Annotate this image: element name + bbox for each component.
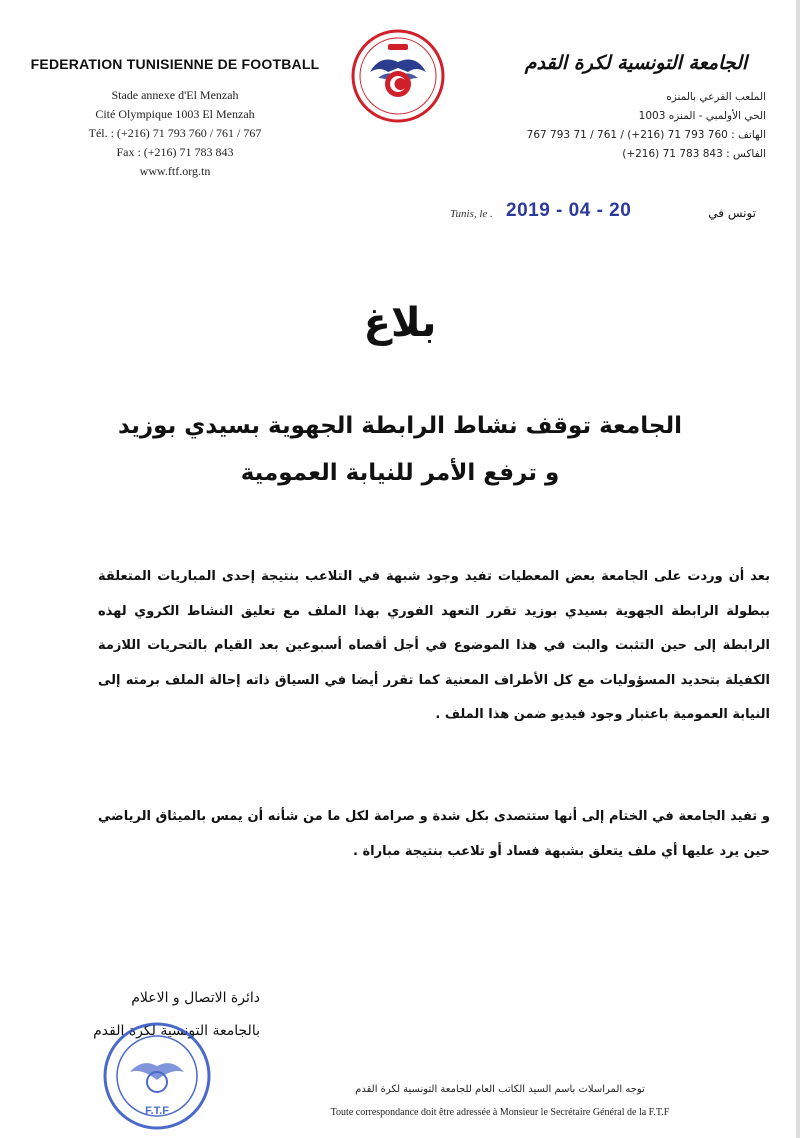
phone-line-ar: الهاتف : 760 793 71 (216+) / 761 / 71 793 767 (526, 129, 766, 141)
federation-name-fr: FEDERATION TUNISIENNE DE FOOTBALL (30, 56, 320, 72)
address-line-1: Stade annexe d'El Menzah (111, 88, 239, 102)
headline-line-1: الجامعة توقف نشاط الرابطة الجهوية بسيدي بوزيد (117, 413, 683, 439)
address-line-2: Cité Olympique 1003 El Menzah (95, 107, 255, 121)
website-line: www.ftf.org.tn (139, 164, 211, 178)
body-paragraph-2: و تفيد الجامعة في الختام إلى أنها ستتصدى بكل شدة و صرامة لكل ما من شأنه أن يمس بالميثاق الرياضي حين يرد عليها أي ملف يتعلق بشبهة فساد أو تلاعب بنتيجة مباراة . (98, 809, 770, 859)
date-line (436, 200, 756, 230)
address-line-ar-2: الحي الأولمبي - المنزه 1003 (638, 110, 766, 122)
footer-french: Toute correspondance doit être adressée à Monsieur le Secrétaire Général de la F.T.F (330, 1107, 670, 1118)
phone-line: Tél. : (+216) 71 793 760 / 761 / 767 (88, 126, 262, 140)
headline-line-2: و ترفع الأمر للنيابة العمومية (240, 460, 560, 486)
ftf-stamp-icon (98, 1020, 216, 1132)
arabic-letterhead (506, 52, 766, 164)
signature-line-1: دائرة الاتصال و الاعلام (131, 990, 260, 1006)
footer-arabic: توجه المراسلات باسم السيد الكاتب العام للجامعة التونسية لكرة القدم (355, 1084, 645, 1095)
ftf-crest-icon (350, 28, 446, 124)
french-letterhead (30, 56, 320, 181)
document-title: بلاغ (363, 300, 437, 346)
date-value: 2019 - 04 - 20 (506, 200, 632, 221)
address-line-ar-1: الملعب الفرعي بالمنزه (666, 91, 766, 103)
stamp-text: F.T.F (145, 1105, 169, 1117)
fax-line: Fax : (+216) 71 783 843 (116, 145, 234, 159)
signature-line-2: بالجامعة التونسية لكرة القدم (93, 1023, 260, 1039)
date-prefix-fr: Tunis, le . (450, 208, 493, 220)
fax-line-ar: الفاكس : 843 783 71 (216+) (622, 148, 766, 160)
federation-name-ar: الجامعة التونسية لكرة القدم (524, 52, 748, 74)
body-paragraph-1: بعد أن وردت على الجامعة بعض المعطيات تفيد وجود شبهة في التلاعب بنتيجة إحدى المباريات المتعلقة ببطولة الرابطة الجهوية بسيدي بوزيد تقرر التعهد الفوري بهذا الملف مع تعليق النشاط الكروي لهذه الرابطة إلى حين التثبت والبت في هذا الموضوع في أجل أقصاه أسبوعين بعد القيام بالتحريات اللازمة الكفيلة بتحديد المسؤوليات مع كل الأطراف المعنية كما تقرر أيضا في السياق ذاته إحالة الملف برمته إلى النيابة العمومية باعتبار وجود فيديو ضمن هذا الملف . (98, 569, 770, 722)
date-prefix-ar: تونس في (708, 206, 756, 220)
page-edge (796, 0, 800, 1138)
